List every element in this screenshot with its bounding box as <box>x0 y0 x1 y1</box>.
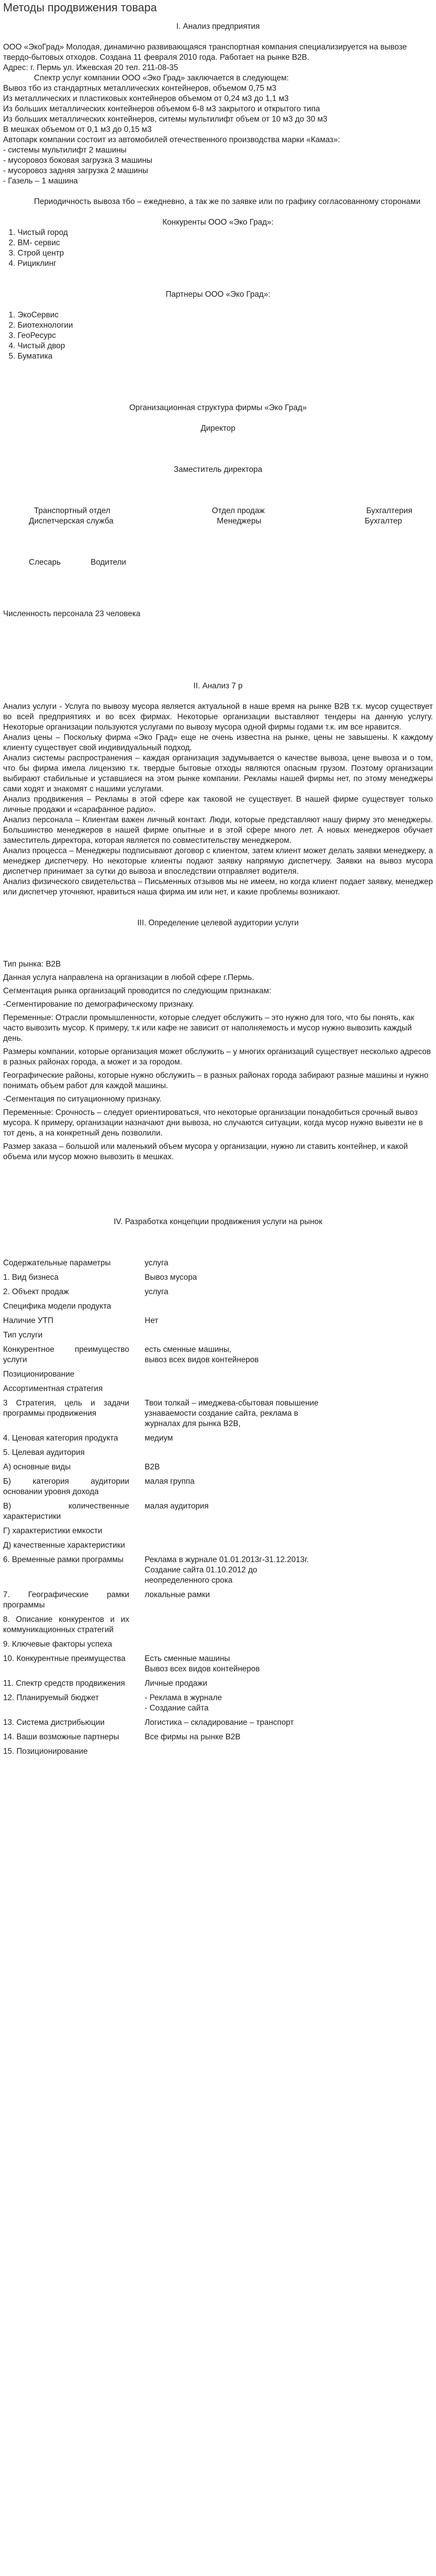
param-name: А) основные виды <box>3 1463 71 1471</box>
table-row <box>3 1555 322 1590</box>
analysis-paragraph: Анализ персонала – Клиентам важен личный контакт. Люди, которые представляют нашу фирму это менеджеры. Большинство менеджеров в нашей фирме опытные и в этой сфере много лет. А новых менеджеров обучает заместитель директора, которая является по совместительству менеджером. <box>3 816 433 845</box>
table-row <box>3 1369 322 1384</box>
partner-item: 3. ГеоРесурс <box>18 331 433 341</box>
competitor-item: 4. Рициклинг <box>18 259 433 269</box>
org-sales-dept: Отдел продаж <box>212 506 265 515</box>
param-value-line: Вывоз всех видов контейнеров <box>145 1665 260 1673</box>
table-row <box>3 1540 322 1555</box>
analysis-paragraph: Анализ продвижения – Рекламы в этой сфере как таковой не существует. В нашей фирме существует только личные продажи и «сарафанное радио». <box>3 795 433 814</box>
param-value <box>145 1526 322 1540</box>
audience-line: Сегментация рынка организаций проводится по следующим признакам: <box>3 987 271 995</box>
audience-line: Переменные: Срочность – следует ориентироваться, что некоторые организации понадобиться срочный вывоз мусора. К примеру, организации назначают дни вывоза, но случаются ситуации, когда мусор нужно вывезти не в тот день, а на конкретный день позволили. <box>3 1108 423 1138</box>
competitor-item: 3. Строй центр <box>18 248 433 259</box>
service-item: Из больших металлических контейнеров, ситемы мультилифт объем от 10 м3 до 30 м3 <box>3 115 327 124</box>
table-row <box>3 1345 322 1369</box>
audience-line: Переменные: Отрасли промышленности, которые следует обслужить – это нужно для того, что бы понять, как часто вывозить мусор. К примеру, т.к или кафе не зависит от наполняемость и мусор нужно вывозить каждый день. <box>3 1013 414 1043</box>
partner-item: 2. Биотехнологии <box>18 320 433 331</box>
audience-line: -Сегментирование по демографическому признаку. <box>3 1000 195 1009</box>
param-value <box>145 1433 322 1448</box>
param-name: В) количественные характеристики <box>3 1502 129 1521</box>
param-value <box>145 1540 322 1555</box>
param-value-line: Нет <box>145 1316 159 1325</box>
param-value <box>145 1287 322 1301</box>
headcount: Численность персонала 23 человека <box>3 609 141 618</box>
partners-heading: Партнеры ООО «Эко Град»: <box>165 290 271 299</box>
analysis-paragraph: Анализ процесса – Менеджеры подписывают договор с клиентом, затем клиент может делать заявки менеджеру, а менеджер диспетчеру. Но некоторые клиенты подают заявку напрямую диспетчеру. Заявки на вывоз мусора диспетчер принимает за сутки до вывоза и впоследствии отправляет водителя. <box>3 846 433 876</box>
param-value-line: локальные рамки <box>145 1590 210 1599</box>
section-2-heading: II. Анализ 7 p <box>193 682 243 690</box>
partner-item: 5. Буматика <box>18 351 433 362</box>
param-value <box>145 1718 322 1732</box>
promotion-concept-table <box>3 1258 322 1761</box>
fleet-item: - мусоровоз боковая загрузка 3 машины <box>3 156 152 165</box>
param-name: Наличие УТП <box>3 1316 54 1325</box>
param-value <box>145 1615 322 1639</box>
table-row <box>3 1287 322 1301</box>
param-name: 15. Позиционирование <box>3 1747 88 1756</box>
param-name: Тип услуги <box>3 1331 43 1340</box>
param-value <box>145 1693 322 1718</box>
param-value-line: - Реклама в журнале <box>145 1693 222 1702</box>
param-value <box>145 1679 322 1693</box>
partners-list <box>3 310 433 362</box>
param-name: 3 Стратегия, цель и задачи программы продвижения <box>3 1399 129 1418</box>
audience-line: Размер заказа – большой или маленький объем мусора у организации, нужно ли ставить контейнер, и какой объема или мусор можно вывозить в мешках. <box>3 1142 408 1161</box>
fleet-item: - мусоровоз задняя загрузка 2 машины <box>3 166 148 175</box>
param-value-line: вывоз всех видов контейнеров <box>145 1355 259 1364</box>
param-value <box>145 1747 322 1761</box>
table-row <box>3 1448 322 1462</box>
param-value <box>145 1448 322 1462</box>
document-title: Методы продвижения товара <box>3 1 157 14</box>
param-value <box>145 1258 322 1273</box>
table-row <box>3 1693 322 1718</box>
analysis-paragraph: Анализ цены – Поскольку фирма «Эко Град» еще не очень известна на рынке, цены не завышены. К каждому клиенту существует свой индивидуальный подход. <box>3 733 433 752</box>
org-staff-row <box>3 516 433 527</box>
partner-item: 4. Чистый двор <box>18 341 433 351</box>
org-structure-heading: Организационная структура фирмы «Эко Град» <box>129 403 307 412</box>
param-value-line: Создание сайта 01.10.2012 до неопределенного срока <box>145 1566 257 1585</box>
param-value-line: Твои толкай – имеджева-сбытовая повышение узнаваемости создание сайта, реклама в журналах для рынка B2B, <box>145 1399 319 1428</box>
table-row <box>3 1679 322 1693</box>
competitors-list <box>3 228 433 269</box>
param-value <box>145 1273 322 1287</box>
param-value <box>145 1501 322 1526</box>
analysis-paragraph: Анализ физического свидетельства – Письменных отзывов мы не имеем, но когда клиент подает заявку, менеджер или диспетчер уточняют, нравиться наша фирма им или нет, и какие проблемы возникают. <box>3 877 433 896</box>
param-value-line: Реклама в журнале 01.01.2013г-31.12.2013г. <box>145 1555 309 1564</box>
param-value <box>145 1654 322 1679</box>
param-value-line: - Создание сайта <box>145 1704 209 1713</box>
table-row <box>3 1477 322 1501</box>
param-name: 4. Ценовая категория продукта <box>3 1434 118 1443</box>
service-item: Вывоз тбо из стандартных металлических контейнеров, объемом 0,75 м3 <box>3 84 276 93</box>
analysis-paragraph: Анализ системы распространения – каждая организация задумывается о качестве вывоза, цене вывоза и о том, что бы фирма имела лицензию т.к. твердые бытовые отходы являются опасным грузом. Поэтому организации выбирают стабильные и уставшиеся на этом рынке компании. Рекламы нашей фирмы нет, по этому менеджеры сами ходят и знакомят с нашими услугами. <box>3 754 433 793</box>
section-3-heading: III. Определение целевой аудитории услуги <box>137 919 299 927</box>
org-accountant: Бухгалтер <box>364 517 402 526</box>
table-row <box>3 1398 322 1433</box>
service-item: В мешках объемом от 0,1 м3 до 0,15 м3 <box>3 125 152 134</box>
param-value-line: услуга <box>145 1259 169 1267</box>
org-mechanic: Слесарь <box>29 558 61 567</box>
org-accounting-dept: Бухгалтерия <box>366 506 412 515</box>
param-name: Б) категория аудитории основании уровня дохода <box>3 1477 129 1496</box>
org-deputy-director: Заместитель директора <box>173 465 263 474</box>
org-departments-row <box>3 506 433 516</box>
param-value <box>145 1316 322 1330</box>
param-value-line: малая группа <box>145 1477 195 1486</box>
services-list <box>3 83 433 135</box>
param-value <box>145 1398 322 1433</box>
table-row <box>3 1747 322 1761</box>
org-dispatch: Диспетчерская служба <box>29 517 114 526</box>
table-row <box>3 1590 322 1615</box>
table-row <box>3 1526 322 1540</box>
param-name: Позиционирование <box>3 1370 75 1379</box>
table-row <box>3 1330 322 1345</box>
org-director: Директор <box>200 424 236 433</box>
param-name: 5. Целевая аудитория <box>3 1448 85 1457</box>
audience-line: -Сегментация по ситуационному признаку. <box>3 1095 162 1104</box>
table-row <box>3 1718 322 1732</box>
param-value <box>145 1301 322 1316</box>
table-row <box>3 1433 322 1448</box>
param-value <box>145 1639 322 1654</box>
param-value <box>145 1590 322 1615</box>
company-intro: ООО «ЭкоГрад» Молодая, динамично развивающаяся транспортная компания специализируется на вывозе твердо-бытовых отходов. Создана 11 февраля 2010 года. Работает на рынке B2B. <box>3 43 407 62</box>
param-value-line: B2B <box>145 1463 160 1471</box>
competitor-item: 1. Чистый город <box>18 228 433 238</box>
param-value-line: есть сменные машины, <box>145 1345 232 1354</box>
param-name: 1. Вид бизнеса <box>3 1273 59 1282</box>
company-address: Адрес: г. Пермь ул. Ижевская 20 тел. 211-08-35 <box>3 63 178 72</box>
analysis-paragraph: Анализ услуги - Услуга по вывозу мусора является актуальной в наше время на рынке B2B т.к. мусор существует во всей предприятиях и во всех фирмах. Некоторые организации выставляют тендеры на данную услугу. Некоторые организации пользуются услугами по вывозу мусора одной фирмы годами т.к. им все нравится. <box>3 702 433 732</box>
param-value <box>145 1330 322 1345</box>
org-drivers: Водители <box>91 558 127 567</box>
param-name: 6. Временные рамки программы <box>3 1555 124 1564</box>
table-row <box>3 1732 322 1747</box>
audience-line: Размеры компании, которые организация может обслужить – у многих организаций существует несколько адресов в разных районах города, а может и за городом. <box>3 1047 431 1066</box>
services-spectrum: Спектр услуг компании ООО «Эко Град» заключается в следующем: <box>34 74 289 82</box>
param-name: Д) качественные характеристики <box>3 1541 125 1550</box>
param-name: 7. Географические рамки программы <box>3 1590 129 1609</box>
param-value-line: Личные продажи <box>145 1679 207 1688</box>
param-value <box>145 1384 322 1398</box>
param-value-line: Все фирмы на рынке B2B <box>145 1733 241 1741</box>
param-value <box>145 1477 322 1501</box>
section-1-heading: I. Анализ предприятия <box>176 22 260 31</box>
audience-line: Данная услуга направлена на организации в любой сфере г.Пермь. <box>3 973 254 982</box>
competitor-item: 2. ВМ- сервис <box>18 238 433 248</box>
audience-line: Географические районы, которые нужно обслужить – в разных районах города забирают разные машины и нужно понимать объем работ для каждой машины. <box>3 1071 429 1090</box>
table-row <box>3 1615 322 1639</box>
partner-item: 1. ЭкоСервис <box>18 310 433 320</box>
table-row <box>3 1301 322 1316</box>
param-value <box>145 1555 322 1590</box>
table-row <box>3 1258 322 1273</box>
table-row <box>3 1316 322 1330</box>
param-name: Ассортиментная стратегия <box>3 1384 103 1393</box>
fleet-item: - системы мультилифт 2 машины <box>3 146 127 155</box>
param-name: 12. Планируемый бюджет <box>3 1693 99 1702</box>
org-transport-dept: Транспортный отдел <box>34 506 111 515</box>
param-name: Специфика модели продукта <box>3 1302 111 1311</box>
param-name: 13. Система дистрибьюции <box>3 1718 105 1727</box>
table-row <box>3 1639 322 1654</box>
service-item: Из больших металлических контейнеров объемом 6-8 м3 закрытого и открытого типа <box>3 105 320 113</box>
fleet-list <box>3 145 433 187</box>
param-name: Содержательные параметры <box>3 1259 111 1267</box>
param-value <box>145 1462 322 1477</box>
param-name: 14. Ваши возможные партнеры <box>3 1733 119 1741</box>
param-name: 10. Конкурентные преимущества <box>3 1654 126 1663</box>
param-value <box>145 1732 322 1747</box>
param-name: 8. Описание конкурентов и их коммуникационных стратегий <box>3 1615 129 1634</box>
document-page <box>0 1 436 1782</box>
fleet-intro: Автопарк компании состоит из автомобилей отечественного производства марки «Камаз»: <box>3 135 340 144</box>
org-managers: Менеджеры <box>217 517 261 526</box>
param-value-line: малая аудитория <box>145 1502 209 1511</box>
table-row <box>3 1462 322 1477</box>
analysis-7p <box>3 702 433 897</box>
org-workers-row <box>3 557 433 568</box>
param-value-line: Есть сменные машины <box>145 1654 230 1663</box>
table-row <box>3 1384 322 1398</box>
param-name: 2. Объект продаж <box>3 1287 69 1296</box>
param-value <box>145 1369 322 1384</box>
table-row <box>3 1654 322 1679</box>
org-structure <box>3 403 433 568</box>
competitors-heading: Конкуренты ООО «Эко Град»: <box>162 218 274 227</box>
fleet-item: - Газель – 1 машина <box>3 177 78 185</box>
audience-line: Тип рынка: B2B <box>3 960 61 969</box>
table-row <box>3 1501 322 1526</box>
param-name: Конкурентное преимущество услуги <box>3 1345 129 1364</box>
param-value-line: Вывоз мусора <box>145 1273 197 1282</box>
param-name: 11. Спектр средств продвижения <box>3 1679 125 1688</box>
target-audience <box>3 959 433 1162</box>
param-value-line: услуга <box>145 1287 169 1296</box>
param-name: Г) характеристики емкости <box>3 1527 102 1535</box>
param-value <box>145 1345 322 1369</box>
pickup-periodicity: Периодичность вывоза тбо – ежедневно, а так же по заявке или по графику согласованному сторонами <box>34 197 421 206</box>
section-4-heading: IV. Разработка концепции продвижения услуги на рынок <box>113 1217 323 1226</box>
param-value-line: медиум <box>145 1434 173 1443</box>
service-item: Из металлических и пластиковых контейнеров объемом от 0,24 м3 до 1,1 м3 <box>3 94 289 103</box>
param-value-line: Логистика – складирование – транспорт <box>145 1718 294 1727</box>
param-name: 9. Ключевые факторы успеха <box>3 1640 112 1649</box>
table-row <box>3 1273 322 1287</box>
